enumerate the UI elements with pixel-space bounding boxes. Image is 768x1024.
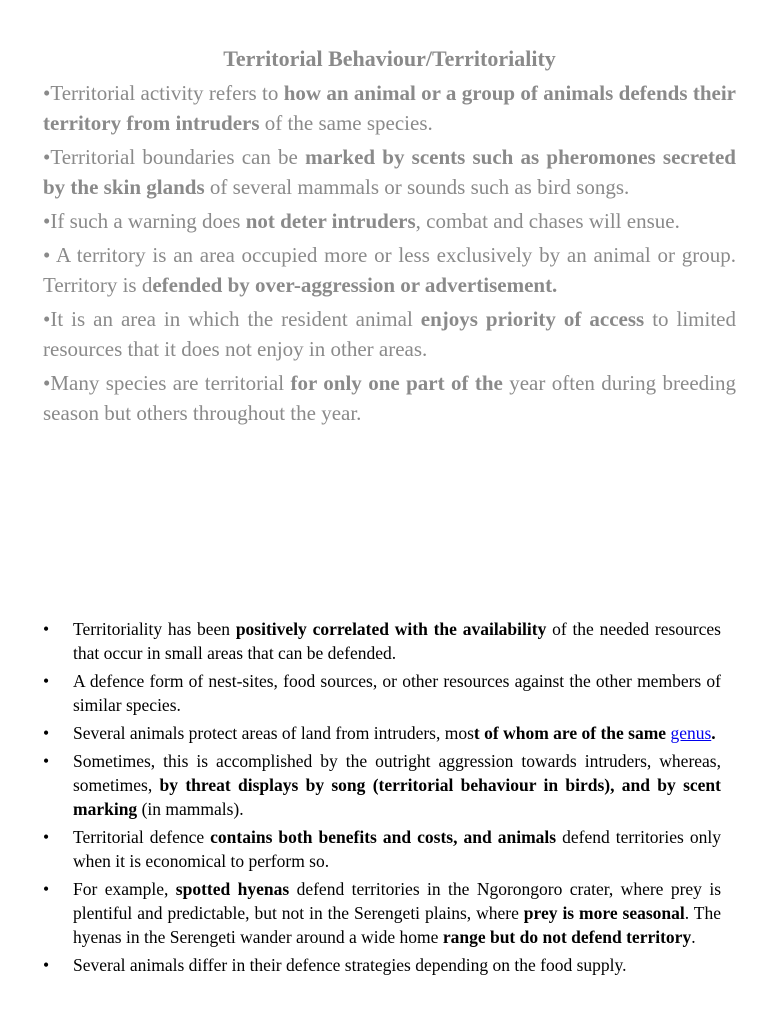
list-item-text bbox=[73, 617, 721, 665]
text: Territorial defence bbox=[73, 827, 211, 847]
list-item bbox=[43, 749, 721, 821]
text: year often during breeding season but others throughout the year. bbox=[43, 371, 736, 425]
text: Several animals protect areas of land from intruders, mos bbox=[73, 723, 474, 743]
list-item-text: A defence form of nest-sites, food sources, or other resources against the other members of similar species. bbox=[73, 671, 721, 715]
list-item bbox=[43, 953, 721, 977]
bold-text: . bbox=[711, 723, 716, 743]
list-item-text bbox=[73, 721, 721, 745]
list-item bbox=[43, 877, 721, 949]
list-item bbox=[43, 721, 721, 745]
bold-text: how an animal or a group of animals defends their territory from intruders bbox=[43, 81, 737, 135]
list-item-text bbox=[73, 877, 721, 949]
list-item bbox=[43, 825, 721, 873]
bullet-icon: • bbox=[43, 723, 50, 743]
priority-access-paragraph bbox=[43, 304, 736, 364]
text: , combat and chases will ensue. bbox=[415, 209, 680, 233]
text: . The hyenas in the Serengeti wander around a wide home bbox=[73, 903, 721, 947]
bold-text: positively correlated with the availability bbox=[235, 619, 547, 639]
bullet-icon: • bbox=[43, 827, 50, 847]
bold-text: efended by over-aggression or advertisement. bbox=[152, 273, 558, 297]
text: •If such a warning does bbox=[43, 209, 246, 233]
bold-text: contains both benefits and costs, and animals bbox=[210, 827, 557, 847]
text: •Territorial activity refers to bbox=[43, 81, 284, 105]
list-item-text bbox=[73, 749, 721, 821]
bold-text: t of whom are of the same bbox=[473, 723, 671, 743]
bold-text: marked by scents such as pheromones secreted by the skin glands bbox=[43, 145, 736, 199]
text: . bbox=[691, 927, 696, 947]
text: •Many species are territorial bbox=[43, 371, 291, 395]
text: Sometimes, this is accomplished by the outright aggression towards intruders, whereas, sometimes, bbox=[73, 751, 721, 795]
page-title: Territorial Behaviour/Territoriality bbox=[223, 46, 556, 71]
top-section bbox=[43, 44, 736, 432]
text: to limited resources that it does not enjoy in other areas. bbox=[43, 307, 737, 361]
text: •It is an area in which the resident animal bbox=[43, 307, 421, 331]
list-item-text bbox=[73, 825, 721, 873]
bullet-icon: • bbox=[43, 671, 50, 691]
territory-definition-paragraph bbox=[43, 240, 736, 300]
seasonal-territoriality-paragraph bbox=[43, 368, 736, 428]
territorial-activity-paragraph bbox=[43, 78, 736, 138]
bullet-icon: • bbox=[43, 955, 50, 975]
text: • A territory is an area occupied more or less exclusively by an animal or group. Territory is d bbox=[43, 243, 736, 297]
bold-text: not deter intruders bbox=[245, 209, 416, 233]
bullet-icon: • bbox=[43, 751, 50, 771]
text: of several mammals or sounds such as bird songs. bbox=[204, 175, 630, 199]
list-item bbox=[43, 617, 721, 665]
bullet-icon: • bbox=[43, 879, 50, 899]
bold-text: enjoys priority of access bbox=[420, 307, 645, 331]
list-item-text: Several animals differ in their defence strategies depending on the food supply. bbox=[73, 955, 627, 975]
genus-link[interactable]: genus bbox=[670, 723, 712, 743]
text: of the needed resources that occur in small areas that can be defended. bbox=[73, 619, 721, 663]
bold-text: spotted hyenas bbox=[175, 879, 290, 899]
bold-text: for only one part of the bbox=[290, 371, 503, 395]
warning-paragraph bbox=[43, 206, 736, 236]
list-item bbox=[43, 669, 721, 717]
text: of the same species. bbox=[259, 111, 433, 135]
text: defend territories in the Ngorongoro crater, where prey is plentiful and predictable, but not in the Serengeti plains, where bbox=[73, 879, 722, 923]
text: For example, bbox=[73, 879, 176, 899]
text: Territoriality has been bbox=[73, 619, 236, 639]
territorial-boundaries-paragraph bbox=[43, 142, 736, 202]
text: •Territorial boundaries can be bbox=[43, 145, 306, 169]
text: (in mammals). bbox=[137, 799, 244, 819]
bold-text: prey is more seasonal bbox=[523, 903, 685, 923]
bottom-bullet-list bbox=[43, 617, 721, 981]
text: defend territories only when it is economical to perform so. bbox=[73, 827, 721, 871]
bold-text: range but do not defend territory bbox=[442, 927, 692, 947]
bullet-icon: • bbox=[43, 619, 50, 639]
bold-text: by threat displays by song (territorial behaviour in birds), and by scent marking bbox=[73, 775, 721, 819]
